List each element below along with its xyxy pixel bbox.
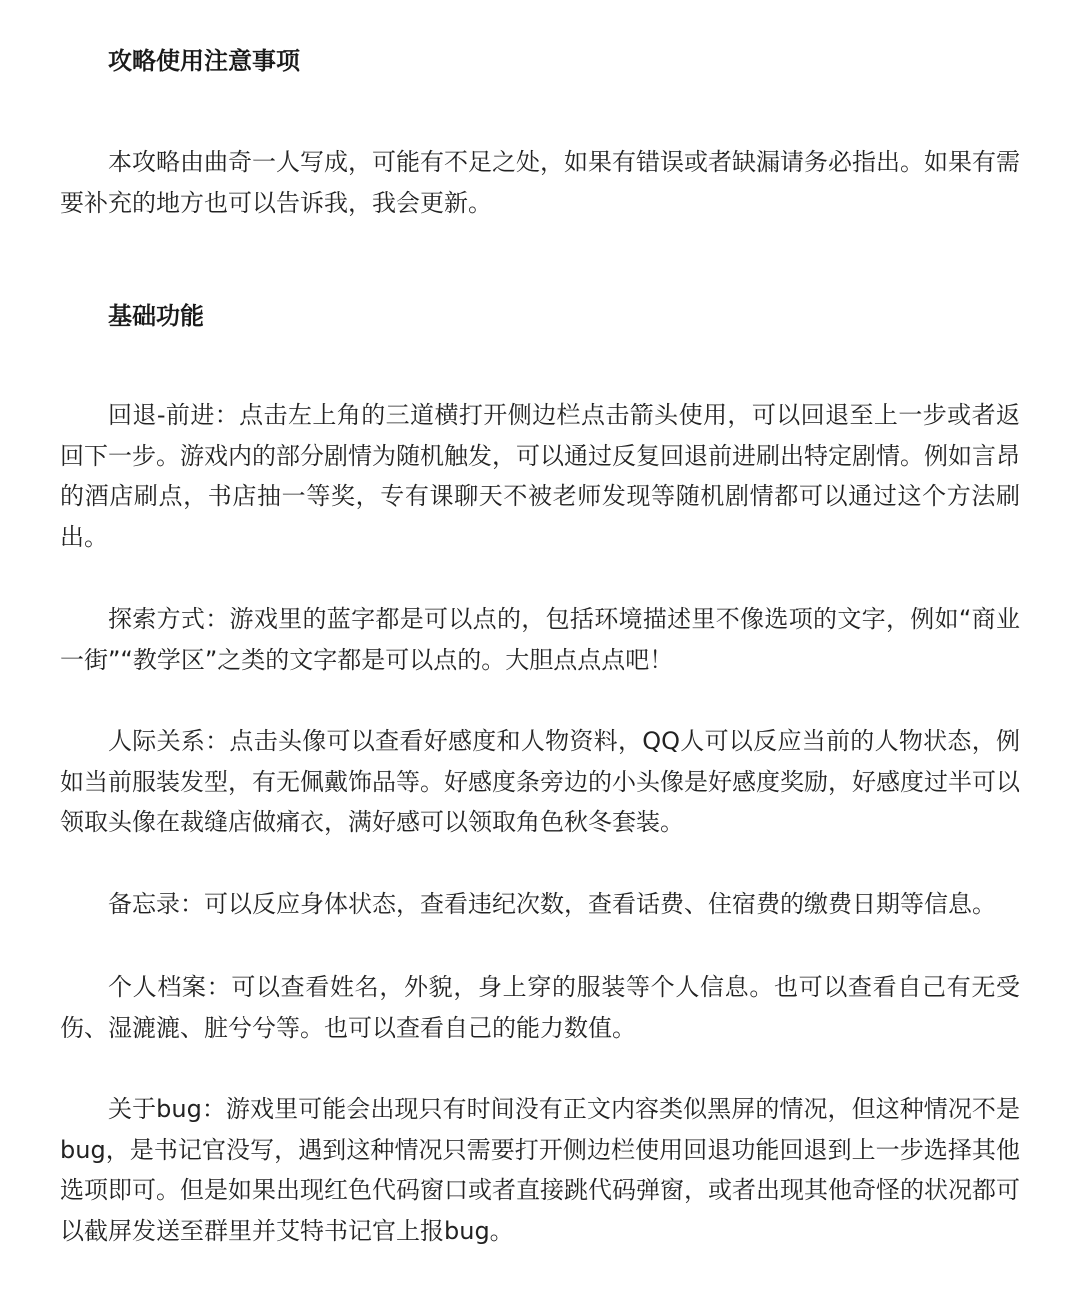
paragraph-exploration: 探索方式：游戏里的蓝字都是可以点的，包括环境描述里不像选项的文字，例如“商业一街”“教学区”之类的文字都是可以点的。大胆点点点吧！: [60, 605, 1020, 674]
paragraph-back-forward: 回退-前进：点击左上角的三道横打开侧边栏点击箭头使用，可以回退至上一步或者返回下一步。游戏内的部分剧情为随机触发，可以通过反复回退前进刷出特定剧情。例如言昂的酒店刷点，书店抽一等奖，专有课聊天不被老师发现等随机剧情都可以通过这个方法刷出。: [60, 401, 1020, 551]
paragraph-profile: 个人档案：可以查看姓名，外貌，身上穿的服装等个人信息。也可以查看自己有无受伤、湿漉漉、脏兮兮等。也可以查看自己的能力数值。: [60, 973, 1020, 1042]
paragraph-bugs: 关于bug：游戏里可能会出现只有时间没有正文内容类似黑屏的情况，但这种情况不是bug，是书记官没写，遇到这种情况只需要打开侧边栏使用回退功能回退到上一步选择其他选项即可。但是如果出现红色代码窗口或者直接跳代码弹窗，或者出现其他奇怪的状况都可以截屏发送至群里并艾特书记官上报bug。: [60, 1095, 1020, 1245]
paragraph-relationships: 人际关系：点击头像可以查看好感度和人物资料，QQ人可以反应当前的人物状态，例如当前服装发型，有无佩戴饰品等。好感度条旁边的小头像是好感度奖励，好感度过半可以领取头像在裁缝店做痛衣，满好感可以领取角色秋冬套装。: [60, 727, 1020, 836]
paragraph-intro: 本攻略由曲奇一人写成，可能有不足之处，如果有错误或者缺漏请务必指出。如果有需要补充的地方也可以告诉我，我会更新。: [60, 148, 1020, 217]
section-heading-usage-notes: 攻略使用注意事项: [108, 47, 300, 75]
section-heading-basic-functions: 基础功能: [108, 302, 204, 330]
paragraph-memo: 备忘录：可以反应身体状态，查看违纪次数，查看话费、住宿费的缴费日期等信息。: [108, 890, 996, 918]
